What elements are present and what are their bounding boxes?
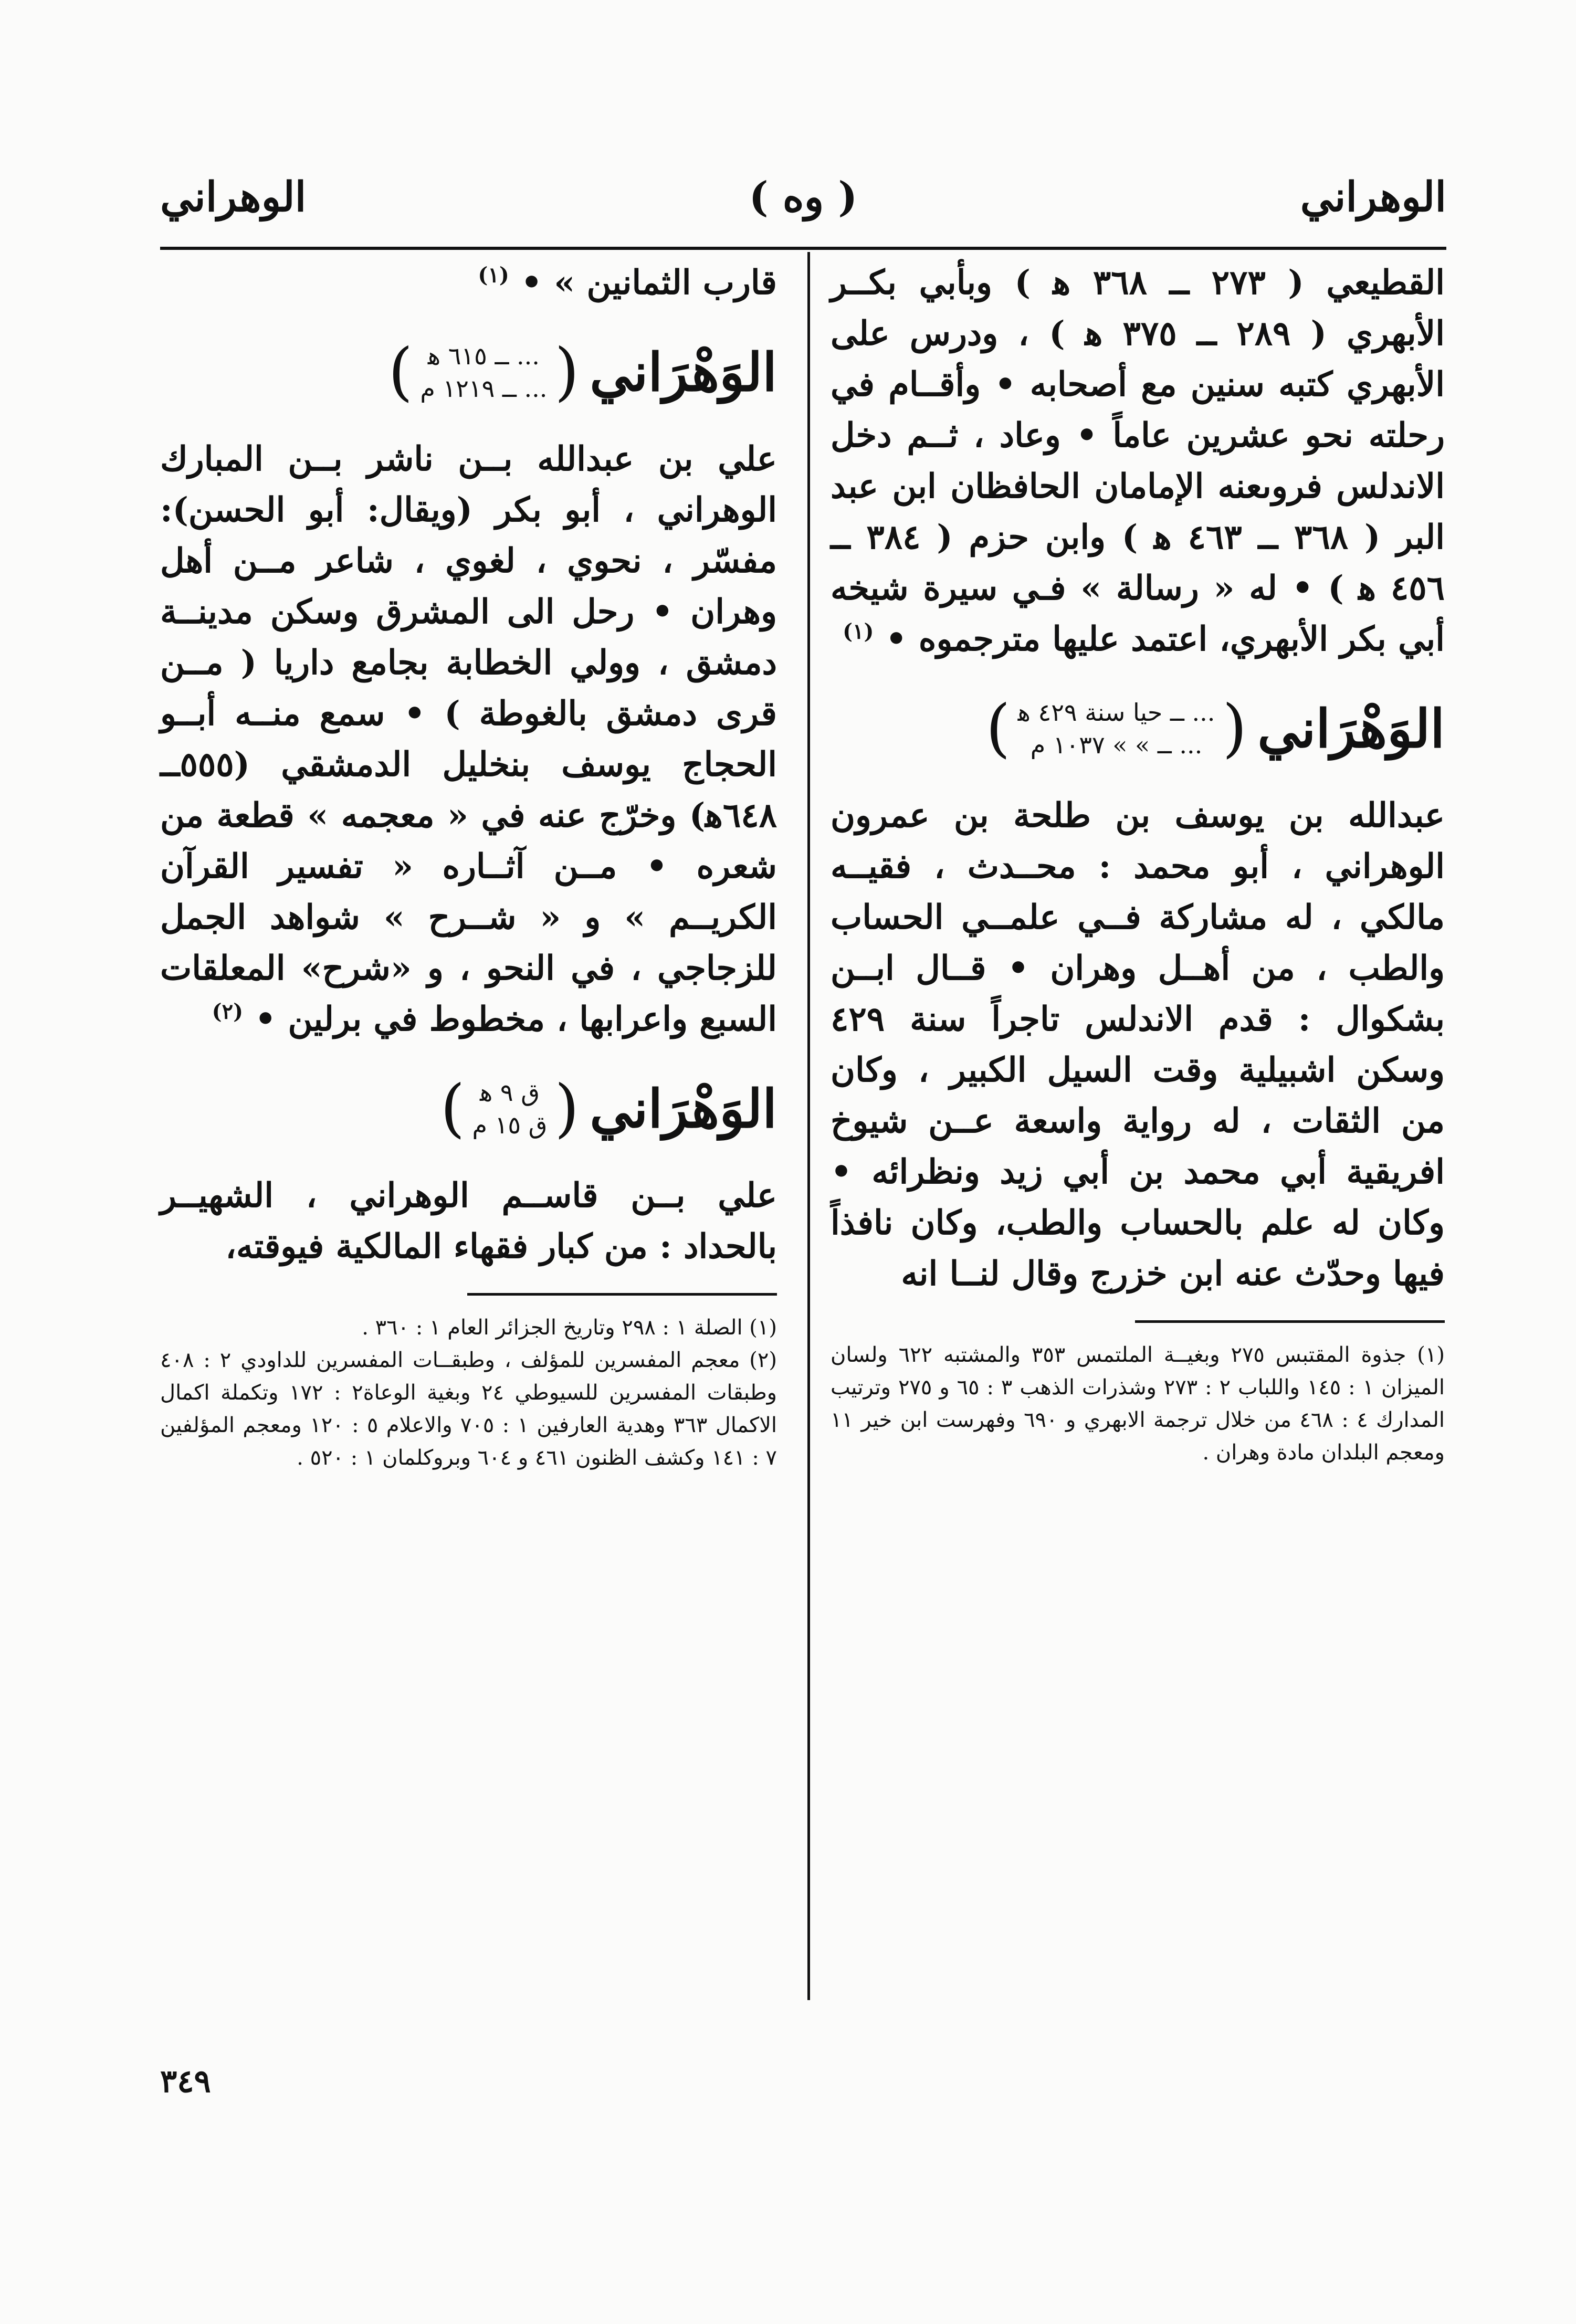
entry-name: الوَهْرَاني [1257, 698, 1445, 760]
column-divider [807, 252, 810, 2000]
footnote: (٢) معجم المفسرين للمؤلف ، وطبقــات المفسرين للداودي ٢ : ٤٠٨ وطبقات المفسرين للسيوطي ٢٤ وبغية الوعاة٢ : ١٧٢ وتكملة اكمال الاكمال ٣٦٣ وهدية العارفين ١ : ٧٠٥ والاعلام ٥ : ١٢٠ ومعجم المؤلفين ٧ : ١٤١ وكشف الظنون ٤٦١ و ٦٠٤ وبروكلمان ١ : ٥٢٠ . [160, 1348, 778, 1470]
footnote: (١) الصلة ١ : ٢٩٨ وتاريخ الجزائر العام ١ : ٣٦٠ . [362, 1316, 777, 1340]
entry-dates [1011, 696, 1223, 761]
footnote: (١) جذوة المقتبس ٢٧٥ وبغيــة الملتمس ٣٥٣ والمشتبه ٦٢٢ ولسان الميزان ١ : ١٤٥ واللباب ٢ : ٢٧٣ وشذرات الذهب ٣ : ٦٥ و ٢٧٥ وترتيب المدارك ٤ : ٤٦٨ من خلال ترجمة الابهري و ٦٩٠ وفهرست ابن خير ١١ ومعجم البلدان مادة وهران . [831, 1343, 1445, 1465]
header-entry-marker: ( وه ) [749, 173, 858, 221]
continuation-text: القطيعي ( ٢٧٣ ــ ٣٦٨ ﻫ ) وبأبي بكــر الأبهري ( ٢٨٩ ــ ٣٧٥ ﻫ ) ، ودرس على الأبهري كتبه سنين مع أصحابه • وأقــام في رحلته نحو عشرين عاماً • وعاد ، ثــم دخل الاندلس فروىعنه الإمامان الحافظان ابن عبد البر ( ٣٦٨ ــ ٤٦٣ ﻫ ) وابن حزم ( ٣٨٤ ــ ٤٥٦ ﻫ ) • له « رسالة » فـي سيرة شيخه أبي بكر الأبهري، اعتمد عليها مترجموه • [831, 263, 1445, 659]
date-gregorian: ... ــ ١٢١٩ م [420, 374, 548, 403]
entry-heading: الوَهْرَاني ( ... ــ حيا سنة ٤٢٩ ﻫ ... ــ » » ١٠٣٧ م ) [985, 692, 1445, 765]
entry-dates [465, 1076, 555, 1141]
header-rule [160, 247, 1446, 250]
left-column [160, 257, 777, 1474]
date-hijri: ق ٩ ﻫ [480, 1078, 540, 1107]
date-gregorian: ق ١٥ م [472, 1111, 548, 1139]
footnote-rule [1135, 1320, 1445, 1323]
entry-body-text: علي بن عبدالله بــن ناشر بــن المبارك الوهراني ، أبو بكر (ويقال: أبو الحسن): مفسّر ، نحوي ، لغوي ، شاعر مــن أهل وهران • رحل الى المشرق وسكن مدينــة دمشق ، وولي الخطابة بجامع داريا ( مــن قرى دمشق بالغوطة ) • سمع منــه أبــو الحجاج يوسف بنخليل الدمشقي (٥٥٥ــ ٦٤٨ﻫ) وخرّج عنه في « معجمه » قطعة من شعره • مــن آثــاره « تفسير القرآن الكريــم » و « شــرح » شواهد الجمل للزجاجي ، في النحو ، و «شرح» المعلقات السبع واعرابها ، مخطوط في برلين • [160, 439, 777, 1039]
date-gregorian: ... ــ » » ١٠٣٧ م [1030, 731, 1203, 759]
entry-heading: الوَهْرَاني ( ق ٩ ﻫ ق ١٥ م ) [440, 1072, 777, 1145]
entry-dates [413, 340, 554, 405]
entry-heading: الوَهْرَاني ( ... ــ ٦١٥ ﻫ ... ــ ١٢١٩ م ) [388, 335, 777, 408]
entry-name: الوَهْرَاني [590, 1078, 777, 1140]
footnote-rule [467, 1293, 777, 1296]
running-header [160, 173, 1446, 247]
continuation-paragraph [160, 257, 777, 308]
entry-name: الوَهْرَاني [590, 341, 777, 403]
header-title-right: الوهراني [1300, 173, 1446, 221]
entry-body: علي بــن قاســم الوهراني ، الشهيــر بالحداد : من كبار فقهاء المالكية فيوقته، [160, 1176, 777, 1266]
page-number: ٣٤٩ [160, 2063, 211, 2100]
entry-body [160, 434, 777, 1045]
header-title-left: الوهراني [160, 173, 307, 221]
footnote-ref: (١) [843, 619, 874, 644]
footnote-ref: (١) [478, 262, 509, 288]
continuation-paragraph [831, 257, 1445, 665]
right-column [831, 257, 1445, 1469]
footnote-ref: (٢) [212, 999, 243, 1024]
entry-body: عبدالله بن يوسف بن طلحة بن عمرون الوهراني ، أبو محمد : محــدث ، فقيــه مالكي ، له مشاركة فــي علمــي الحساب والطب ، من أهــل وهران • قــال ابــن بشكوال : قدم الاندلس تاجراً سنة ٤٢٩ وسكن اشبيلية وقت السيل الكبير ، وكان من الثقات ، له رواية واسعة عــن شيوخ افريقية أبي محمد بن أبي زيد ونظرائه • وكان له علم بالحساب والطب، وكان نافذاً فيها وحدّث عنه ابن خزرج وقال لنــا انه [831, 796, 1445, 1294]
date-hijri: ... ــ حيا سنة ٤٢٩ ﻫ [1017, 698, 1215, 727]
date-hijri: ... ــ ٦١٥ ﻫ [427, 342, 540, 370]
continuation-text: قارب الثمانين » • [521, 263, 777, 302]
